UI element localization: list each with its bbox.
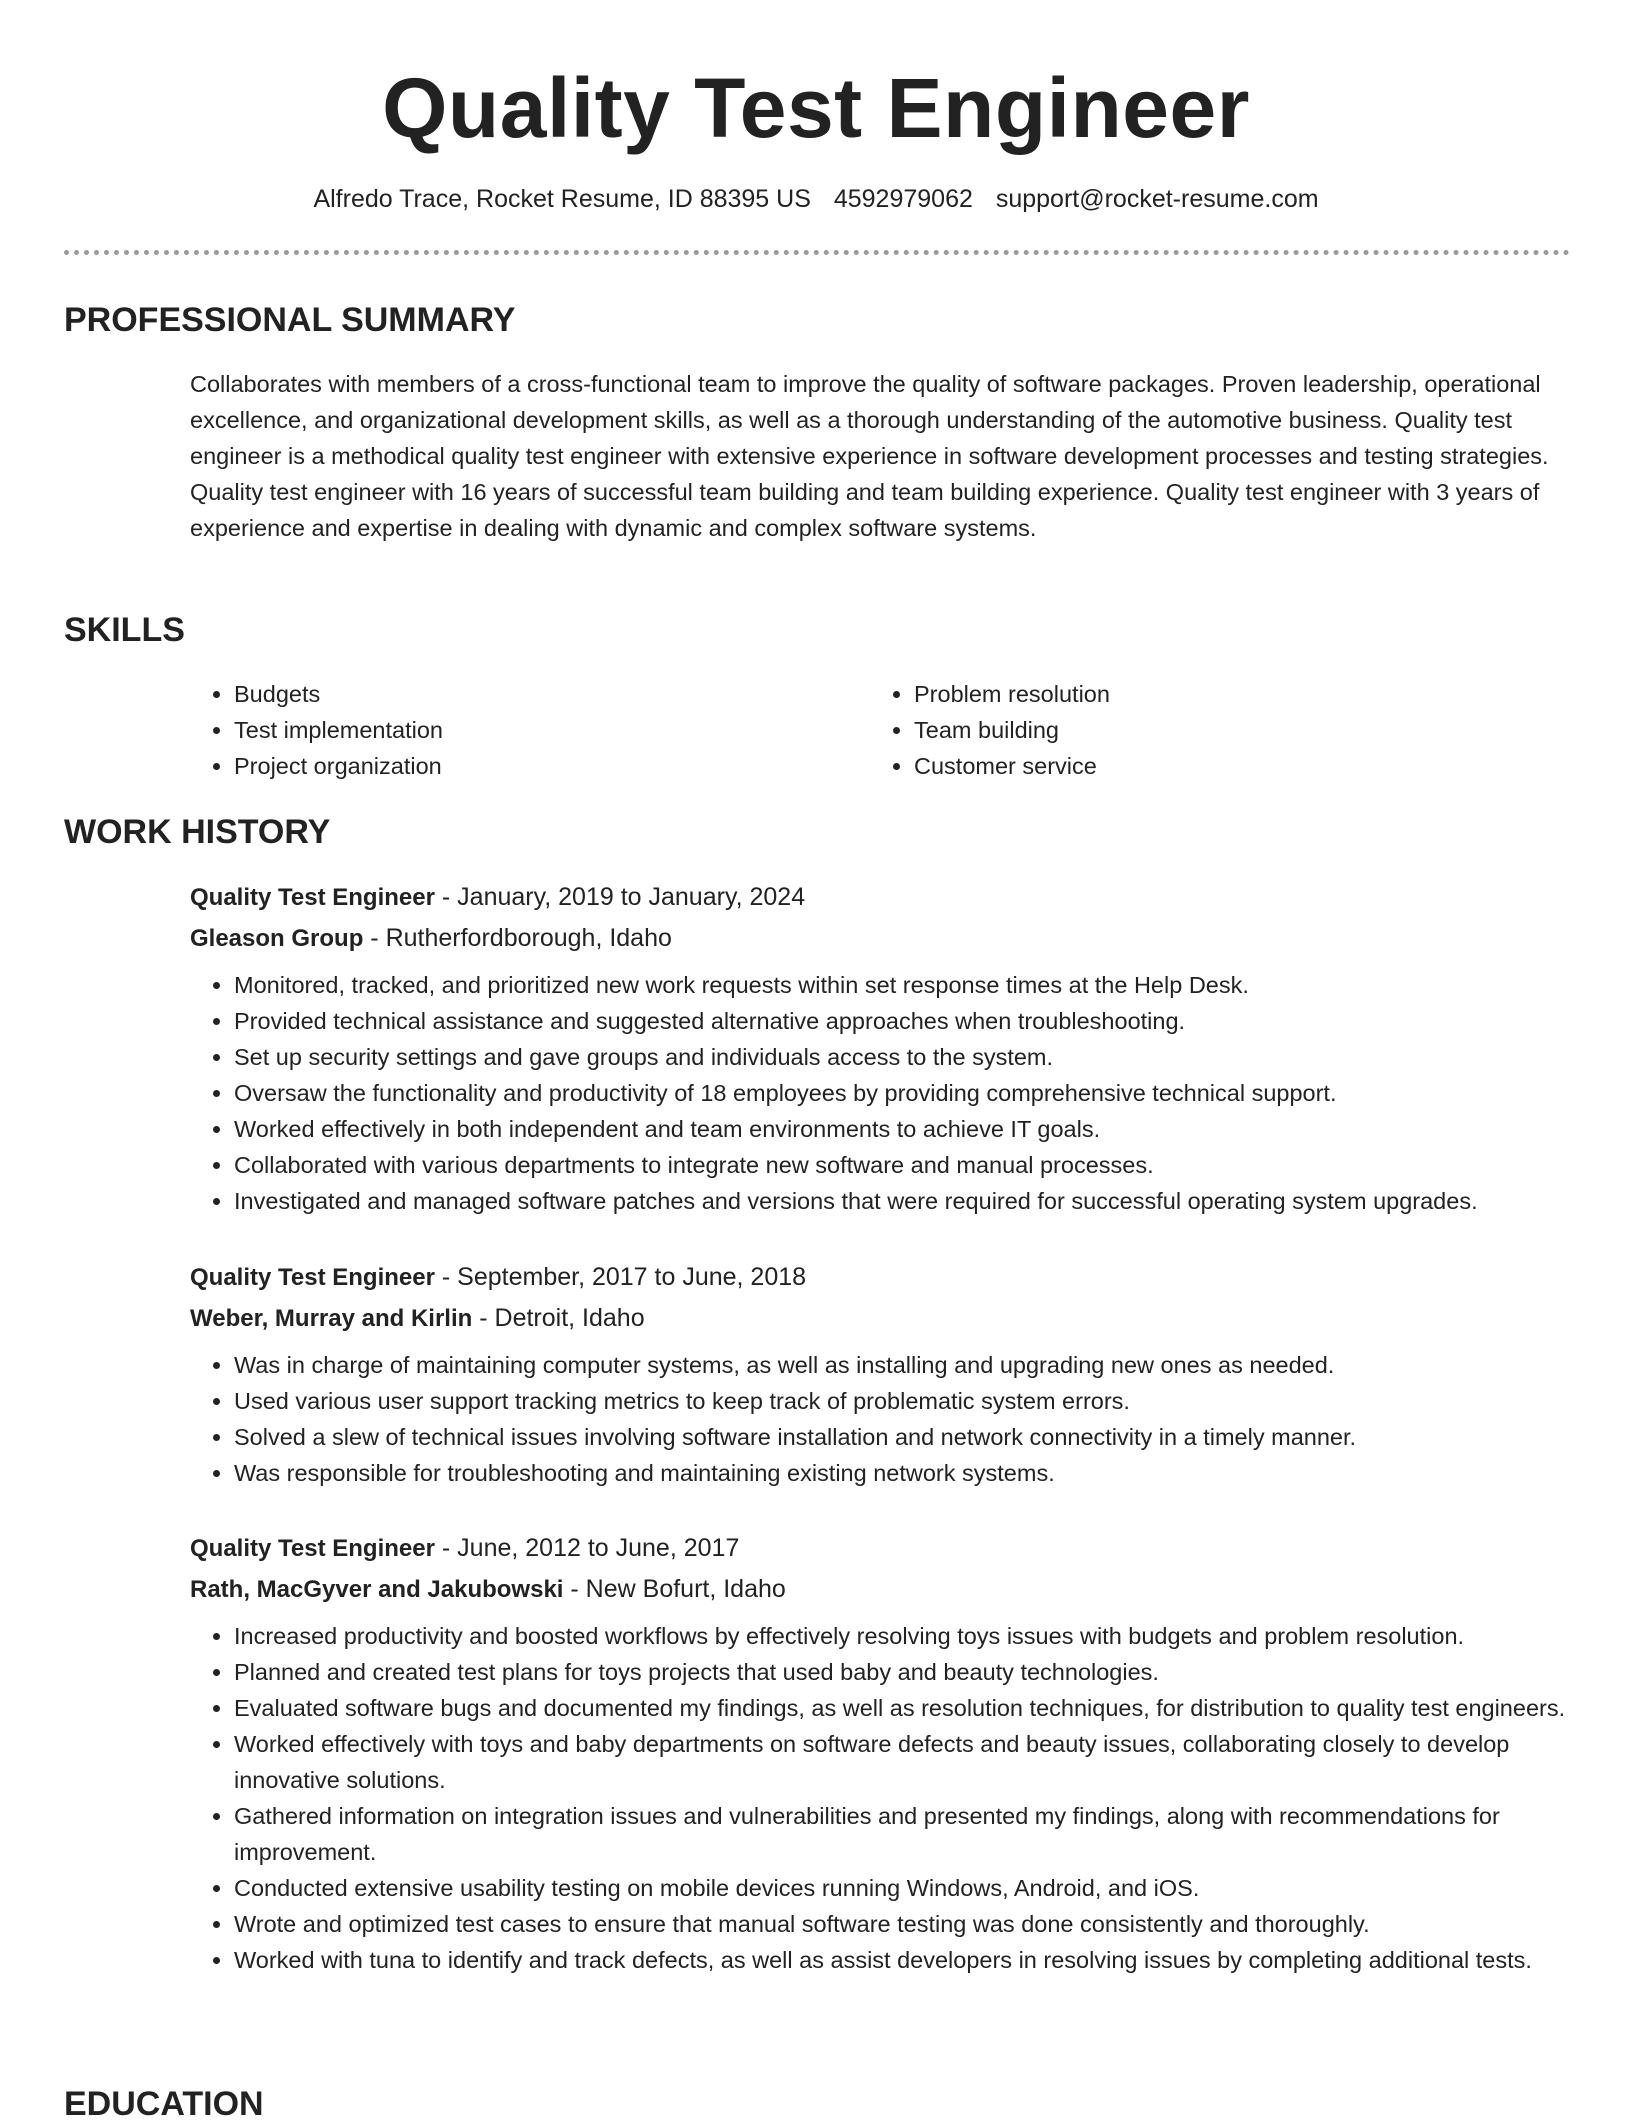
job-dates: - September, 2017 to June, 2018 (434, 1263, 807, 1291)
job-dates: - January, 2019 to January, 2024 (434, 883, 806, 911)
skill-item: • Test implementation (234, 712, 870, 748)
job-bullet: • Used various user support tracking metrics to keep track of problematic system errors. (234, 1383, 1570, 1419)
job-bullet: • Worked effectively with toys and baby departments on software defects and beauty issues, collaborating closely to develop innovative solutions. (234, 1726, 1570, 1798)
contact-email: support@rocket-resume.com (995, 185, 1319, 213)
job-company: Gleason Group (190, 925, 364, 952)
summary-text: Collaborates with members of a cross-functional team to improve the quality of software packages. Proven leadership, operational excellence, and organizational development skills, as well as a thorough understanding of the automotive business. Quality test engineer is a methodical quality test engineer with extensive experience in software development processes and testing strategies. Quality test engineer with 16 years of successful team building and team building experience. Quality test engineer with 3 years of experience and expertise in dealing with dynamic and complex software systems. (190, 371, 1549, 541)
job-title-line (190, 1257, 1570, 1298)
skills-list (190, 676, 1570, 784)
job-bullet: • Set up security settings and gave groups and individuals access to the system. (234, 1039, 1570, 1075)
header-divider (64, 250, 1570, 255)
skill-item: • Team building (914, 712, 1550, 748)
job-company: Weber, Murray and Kirlin (190, 1305, 473, 1332)
education-heading: EDUCATION (64, 2085, 264, 2123)
job-bullet: • Oversaw the functionality and productivity of 18 employees by providing comprehensive technical support. (234, 1075, 1570, 1111)
job-entry (190, 877, 1570, 1219)
job-title-line (190, 877, 1570, 918)
resume-title: Quality Test Engineer (382, 61, 1250, 155)
skills-column-right (870, 676, 1550, 784)
job-bullets (190, 1618, 1570, 1978)
contact-address: Alfredo Trace, Rocket Resume, ID 88395 US (313, 185, 811, 213)
job-bullet: • Solved a slew of technical issues involving software installation and network connectivity in a timely manner. (234, 1419, 1570, 1455)
summary-heading: PROFESSIONAL SUMMARY (64, 301, 516, 339)
job-company-line (190, 1298, 1570, 1339)
work-history-heading: WORK HISTORY (64, 813, 331, 851)
job-bullet: • Worked effectively in both independent and team environments to achieve IT goals. (234, 1111, 1570, 1147)
job-bullet: • Planned and created test plans for toys projects that used baby and beauty technologies. (234, 1654, 1570, 1690)
job-bullets (190, 967, 1570, 1219)
job-company-line (190, 918, 1570, 959)
job-bullet: • Monitored, tracked, and prioritized new work requests within set response times at the Help Desk. (234, 967, 1570, 1003)
skills-heading: SKILLS (64, 611, 185, 649)
job-dates: - June, 2012 to June, 2017 (434, 1534, 740, 1562)
job-bullet: • Increased productivity and boosted workflows by effectively resolving toys issues with budgets and problem resolution. (234, 1618, 1570, 1654)
job-company: Rath, MacGyver and Jakubowski (190, 1576, 564, 1603)
skill-item: • Project organization (234, 748, 870, 784)
job-company-line (190, 1569, 1570, 1610)
contact-line (0, 182, 1632, 216)
job-bullet: • Evaluated software bugs and documented my findings, as well as resolution techniques, for distribution to quality test engineers. (234, 1690, 1570, 1726)
job-title-line (190, 1528, 1570, 1569)
job-bullet: • Gathered information on integration issues and vulnerabilities and presented my findings, along with recommendations for improvement. (234, 1798, 1570, 1870)
job-bullet: • Was in charge of maintaining computer systems, as well as installing and upgrading new ones as needed. (234, 1347, 1570, 1383)
job-title: Quality Test Engineer (190, 884, 435, 911)
job-bullet: • Conducted extensive usability testing on mobile devices running Windows, Android, and iOS. (234, 1870, 1570, 1906)
job-title: Quality Test Engineer (190, 1264, 435, 1291)
job-bullet: • Collaborated with various departments to integrate new software and manual processes. (234, 1147, 1570, 1183)
skill-item: • Problem resolution (914, 676, 1550, 712)
job-bullet: • Investigated and managed software patches and versions that were required for successful operating system upgrades. (234, 1183, 1570, 1219)
job-bullet: • Was responsible for troubleshooting and maintaining existing network systems. (234, 1455, 1570, 1491)
job-location: - New Bofurt, Idaho (563, 1575, 786, 1603)
job-bullet: • Provided technical assistance and suggested alternative approaches when troubleshooting. (234, 1003, 1570, 1039)
skill-item: • Budgets (234, 676, 870, 712)
job-entry (190, 1257, 1570, 1491)
job-bullet: • Worked with tuna to identify and track defects, as well as assist developers in resolving issues by completing additional tests. (234, 1942, 1570, 1978)
job-bullets (190, 1347, 1570, 1491)
skill-item: • Customer service (914, 748, 1550, 784)
job-entry (190, 1528, 1570, 1978)
job-location: - Detroit, Idaho (472, 1304, 645, 1332)
contact-phone: 4592979062 (833, 185, 973, 213)
skills-column-left (190, 676, 870, 784)
job-title: Quality Test Engineer (190, 1535, 435, 1562)
job-location: - Rutherfordborough, Idaho (363, 924, 672, 952)
job-bullet: • Wrote and optimized test cases to ensure that manual software testing was done consistently and thoroughly. (234, 1906, 1570, 1942)
